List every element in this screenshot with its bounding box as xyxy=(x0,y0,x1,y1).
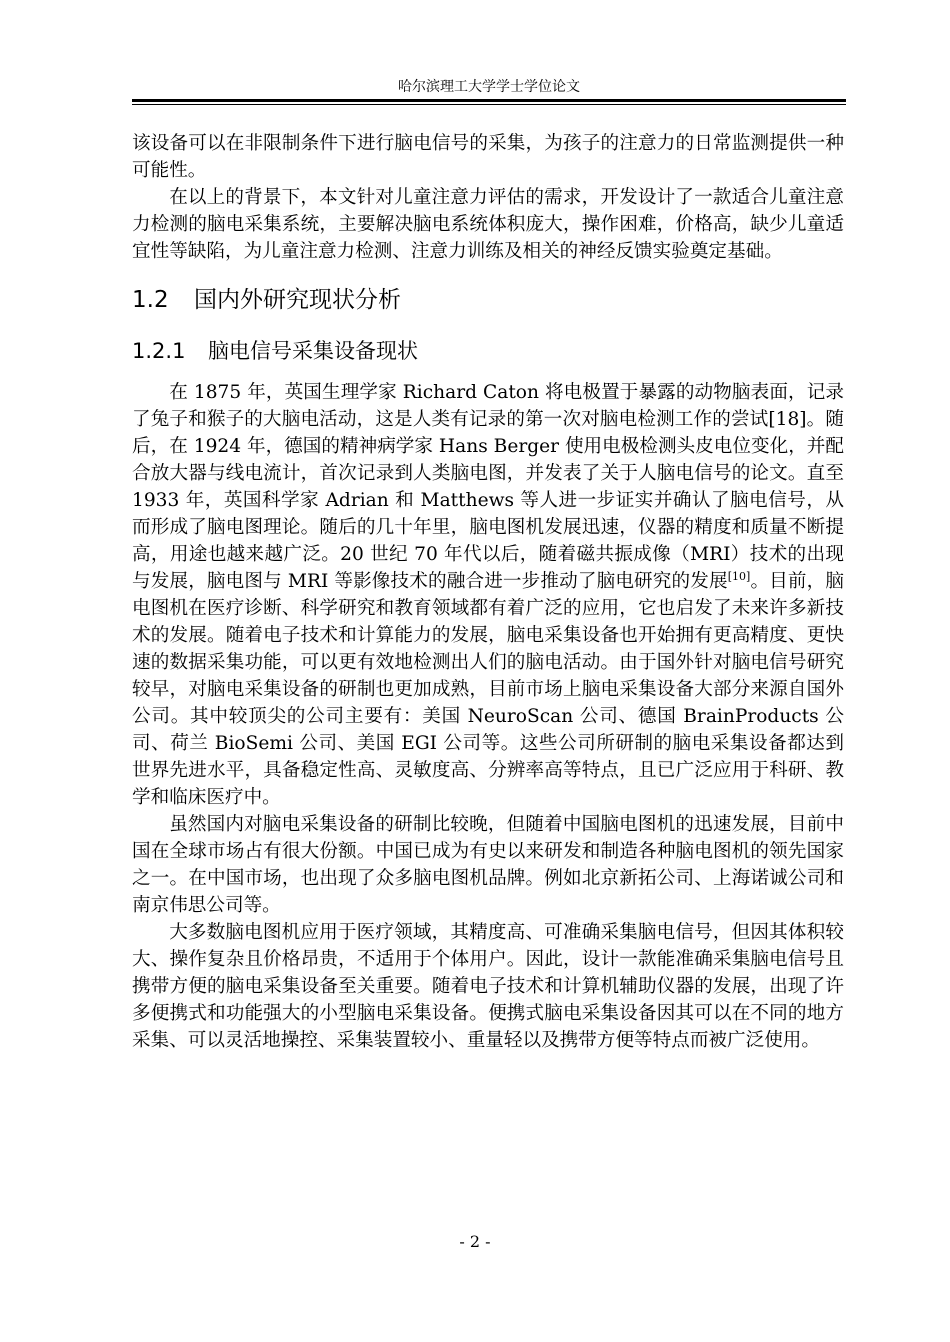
main-content xyxy=(132,130,844,1054)
paragraph-history-text-a: 在 1875 年，英国生理学家 Richard Caton 将电极置于暴露的动物脑表面，记录了兔子和猴子的大脑电活动，这是人类有记录的第一次对脑电检测工作的尝试[18]。随后，在 1924 年，德国的精神病学家 Hans Berger 使用电极检测头皮电位变化，并配合放大器与线电流计，首次记录到人类脑电图，并发表了关于人脑电信号的论文。直至 1933 年，英国科学家 Adrian 和 Matthews 等人进一步证实并确认了脑电信号，从而形成了脑电图理论。随后的几十年里，脑电图机发展迅速，仪器的精度和质量不断提高，用途也越来越广泛。20 世纪 70 年代以后，随着磁共振成像（MRI）技术的出现与发展，脑电图与 MRI 等影像技术的融合进一步推动了脑电研究的发展 xyxy=(132,382,844,592)
header-rule-thin xyxy=(132,104,846,105)
subsection-heading xyxy=(132,337,844,365)
citation-superscript: [10] xyxy=(727,569,751,583)
paragraph-background: 在以上的背景下，本文针对儿童注意力评估的需求，开发设计了一款适合儿童注意力检测的脑电采集系统，主要解决脑电系统体积庞大，操作困难，价格高，缺少儿童适宜性等缺陷，为儿童注意力检测、注意力训练及相关的神经反馈实验奠定基础。 xyxy=(132,187,844,262)
page-number: - 2 - xyxy=(459,1232,491,1251)
subsection-title: 脑电信号采集设备现状 xyxy=(208,339,418,363)
section-heading xyxy=(132,285,844,315)
paragraph-continued: 该设备可以在非限制条件下进行脑电信号的采集，为孩子的注意力的日常监测提供一种可能性。 xyxy=(132,133,844,181)
paragraph-domestic: 虽然国内对脑电采集设备的研制比较晚，但随着中国脑电图机的迅速发展，目前中国在全球市场占有很大份额。中国已成为有史以来研发和制造各种脑电图机的领先国家之一。在中国市场，也出现了众多脑电图机品牌。例如北京新拓公司、上海诺诚公司和南京伟思公司等。 xyxy=(132,814,844,916)
paragraph-history-text-b: 。目前，脑电图机在医疗诊断、科学研究和教育领域都有着广泛的应用，它也启发了未来许多新技术的发展。随着电子技术和计算能力的发展，脑电采集设备也开始拥有更高精度、更快速的数据采集功能，可以更有效地检测出人们的脑电活动。由于国外针对脑电信号研究较早，对脑电采集设备的研制也更加成熟，目前市场上脑电采集设备大部分来源自国外公司。其中较顶尖的公司主要有：美国 NeuroScan 公司、德国 BrainProducts 公司、荷兰 BioSemi 公司、美国 EGI 公司等。这些公司所研制的脑电采集设备都达到世界先进水平，具备稳定性高、灵敏度高、分辨率高等特点，且已广泛应用于科研、教学和临床医疗中。 xyxy=(132,571,844,808)
header-rule-thick xyxy=(132,99,846,102)
section-number: 1.2 xyxy=(132,287,169,313)
paragraph-portable: 大多数脑电图机应用于医疗领域，其精度高、可准确采集脑电信号，但因其体积较大、操作复杂且价格昂贵，不适用于个体用户。因此，设计一款能准确采集脑电信号且携带方便的脑电采集设备至关重要。随着电子技术和计算机辅助仪器的发展，出现了许多便携式和功能强大的小型脑电采集设备。便携式脑电采集设备因其可以在不同的地方采集、可以灵活地操控、采集装置较小、重量轻以及携带方便等特点而被广泛使用。 xyxy=(132,922,844,1051)
section-title: 国内外研究现状分析 xyxy=(194,287,401,313)
paragraph-history xyxy=(132,379,844,811)
running-header: 哈尔滨理工大学学士学位论文 xyxy=(398,79,580,95)
subsection-number: 1.2.1 xyxy=(132,339,186,363)
